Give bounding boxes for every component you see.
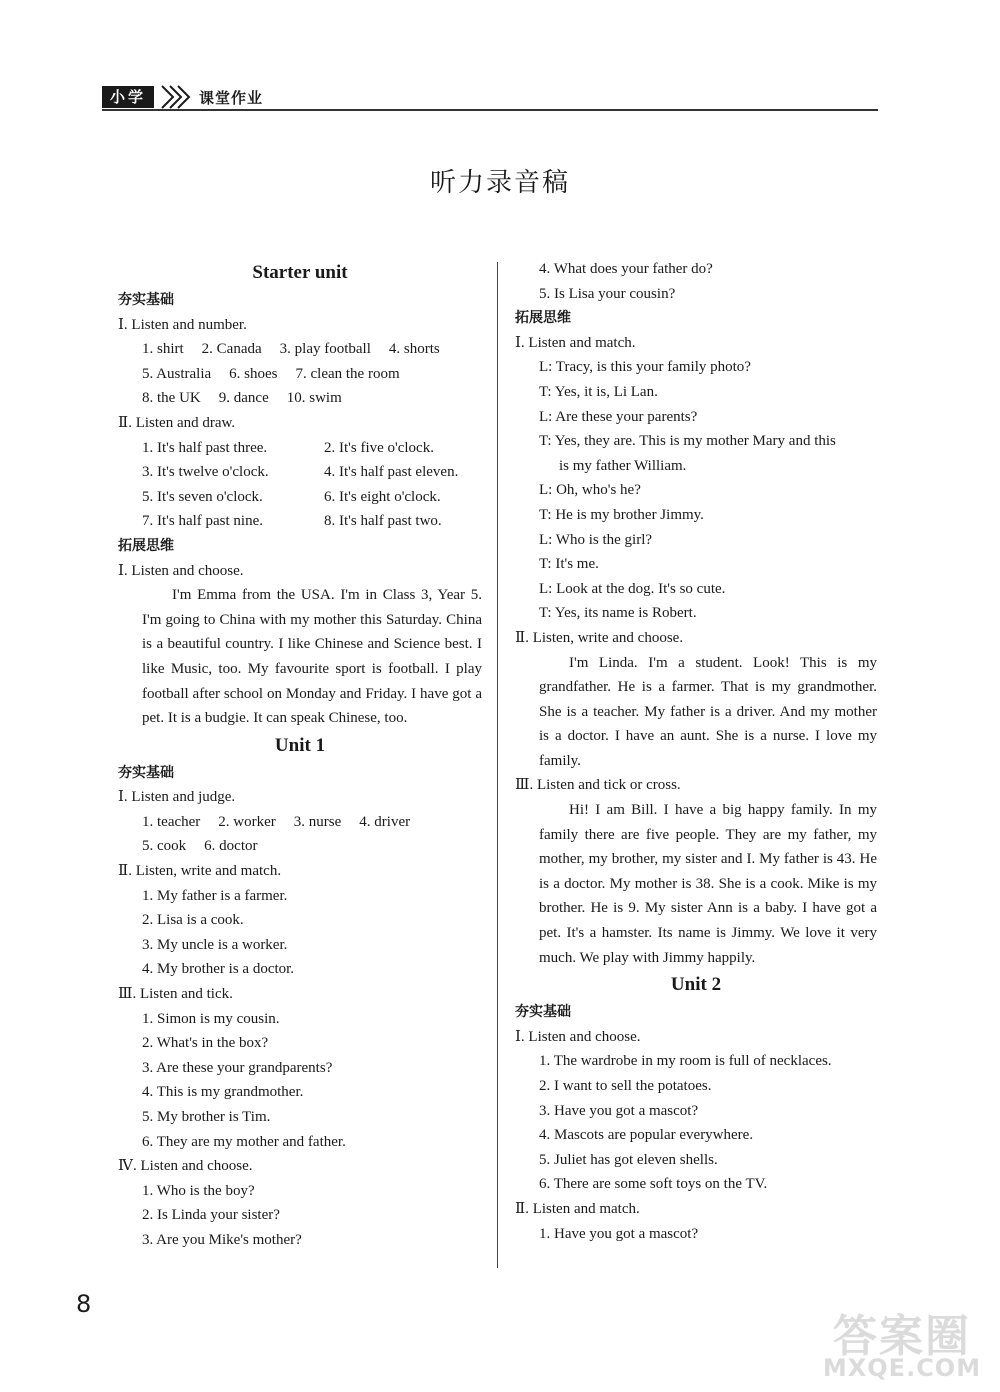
answer-item: 2. worker: [218, 813, 276, 830]
answer-item: 6. shoes: [229, 365, 278, 382]
right-column: [515, 257, 877, 1246]
page-header: [102, 80, 878, 112]
dialogue-line: L: Tracy, is this your family photo?: [539, 359, 751, 376]
answer-row: [118, 386, 482, 411]
answer-row: [118, 834, 482, 859]
page-title: 听力录音稿: [429, 168, 570, 198]
answer-item: 4. It's half past eleven.: [324, 464, 459, 481]
exercise-title: Ⅲ. Listen and tick or cross.: [515, 777, 681, 794]
list-item: 2. Lisa is a cook.: [142, 912, 244, 929]
section-heading: 夯实基础: [118, 292, 174, 308]
answer-item: 6. It's eight o'clock.: [324, 488, 441, 505]
list-item: 3. Have you got a mascot?: [539, 1102, 699, 1119]
exercise-title: Ⅰ. Listen and choose.: [515, 1028, 641, 1045]
answer-item: 3. play football: [279, 341, 371, 358]
answer-item: 8. It's half past two.: [324, 513, 442, 530]
answer-item: 8. the UK: [142, 390, 201, 407]
dialogue-line: T: It's me.: [539, 556, 599, 573]
header-subtitle: 课堂作业: [199, 89, 264, 107]
list-item: 3. My uncle is a worker.: [142, 936, 288, 953]
list-item: 1. Who is the boy?: [142, 1182, 255, 1199]
exercise-title: Ⅲ. Listen and tick.: [118, 986, 233, 1003]
list-item: 4. My brother is a doctor.: [142, 961, 295, 978]
exercise-title: Ⅰ. Listen and choose.: [118, 562, 244, 579]
list-item: 5. My brother is Tim.: [142, 1109, 271, 1125]
header-tag: 小学: [102, 86, 154, 108]
unit-heading-starter: Starter unit: [252, 262, 348, 283]
exercise-title: Ⅰ. Listen and judge.: [118, 789, 236, 806]
exercise-title: Ⅱ. Listen, write and choose.: [515, 629, 684, 646]
list-item: 4. What does your father do?: [539, 261, 713, 277]
answer-item: 10. swim: [286, 390, 342, 407]
exercise-title: Ⅱ. Listen and match.: [515, 1200, 640, 1217]
unit-heading-unit2: Unit 2: [670, 974, 722, 996]
watermark: [812, 1300, 992, 1386]
answer-row: [118, 509, 482, 534]
exercise-title: Ⅱ. Listen, write and match.: [118, 863, 282, 880]
left-column: [118, 258, 482, 1253]
list-item: 2. Is Linda your sister?: [142, 1207, 280, 1224]
section-heading: 拓展思维: [118, 537, 174, 554]
answer-row: [118, 436, 482, 461]
answer-item: 4. driver: [359, 813, 411, 830]
answer-row: [118, 460, 482, 485]
answer-item: 7. clean the room: [295, 365, 400, 382]
exercise-title: Ⅳ. Listen and choose.: [118, 1158, 253, 1175]
answer-item: 1. shirt: [142, 341, 184, 358]
section-heading: 拓展思维: [515, 310, 571, 327]
section-heading: 夯实基础: [515, 1004, 571, 1021]
double-chevron-icon: [160, 84, 194, 110]
list-item: 1. Have you got a mascot?: [539, 1225, 699, 1242]
dialogue-line: T: Yes, its name is Robert.: [539, 605, 697, 622]
answer-item: 3. It's twelve o'clock.: [142, 464, 269, 481]
answer-item: 7. It's half past nine.: [142, 513, 264, 530]
page-number: 8: [76, 1290, 92, 1318]
list-item: 3. Are you Mike's mother?: [142, 1231, 302, 1248]
dialogue-line: L: Oh, who's he?: [539, 482, 641, 499]
list-item: 1. The wardrobe in my room is full of necklaces.: [539, 1053, 832, 1070]
header-rule: [102, 109, 878, 111]
list-item: 6. They are my mother and father.: [142, 1133, 346, 1150]
unit-heading-unit1: Unit 1: [274, 734, 326, 756]
list-item: 5. Juliet has got eleven shells.: [539, 1151, 718, 1168]
answer-item: 6. doctor: [204, 838, 258, 855]
column-divider: [497, 262, 498, 1268]
listening-passage: I'm Emma from the USA. I'm in Class 3, Year 5. I'm going to China with my mother this Saturday. China is a beautiful country. I like Chinese and Science best. I like Music, too. My favourite sport is football. I play football after school on Monday and Friday. I have got a pet. It is a budgie. It can speak Chinese, too.: [142, 587, 482, 727]
answer-item: 2. Canada: [201, 341, 262, 358]
listening-passage: I'm Linda. I'm a student. Look! This is my grandfather. He is a farmer. That is my grandmother. She is a teacher. My father is a driver. And my mother is a doctor. I have an aunt. She is a nurse. I love my family.: [539, 654, 877, 769]
answer-item: 5. Australia: [142, 365, 212, 382]
listening-passage: Hi! I am Bill. I have a big happy family. In my family there are five people. They are my father, my mother, my brother, my sister and I. My father is 43. He is a doctor. My mother is 38. She is a cook. Mike is my brother. He is 9. My sister Ann is a baby. I have got a pet. It's a hamster. Its name is Jimmy. We love it very much. We play with Jimmy happily.: [539, 802, 877, 966]
list-item: 5. Is Lisa your cousin?: [539, 285, 676, 302]
answer-item: 1. It's half past three.: [142, 439, 268, 456]
list-item: 3. Are these your grandparents?: [142, 1059, 333, 1076]
dialogue-line: L: Who is the girl?: [539, 531, 653, 548]
watermark-logo: 答案圈: [833, 1311, 971, 1362]
answer-row: [118, 362, 482, 387]
answer-item: 5. cook: [142, 838, 187, 855]
answer-item: 9. dance: [218, 390, 269, 407]
list-item: 2. I want to sell the potatoes.: [539, 1078, 712, 1094]
dialogue-line: is my father William.: [559, 457, 687, 474]
watermark-url: MXQE.COM: [822, 1354, 982, 1382]
exercise-title: Ⅱ. Listen and draw.: [118, 414, 236, 431]
list-item: 6. There are some soft toys on the TV.: [539, 1176, 768, 1193]
answer-row: [118, 485, 482, 510]
dialogue-line: T: Yes, it is, Li Lan.: [539, 383, 658, 400]
dialogue-line: T: He is my brother Jimmy.: [539, 506, 704, 523]
answer-row: [118, 337, 482, 362]
section-heading: 夯实基础: [118, 764, 174, 781]
list-item: 1. Simon is my cousin.: [142, 1010, 280, 1027]
answer-item: 5. It's seven o'clock.: [142, 488, 263, 505]
list-item: 4. Mascots are popular everywhere.: [539, 1127, 754, 1144]
dialogue-line: T: Yes, they are. This is my mother Mary and this: [539, 433, 836, 450]
list-item: 4. This is my grandmother.: [142, 1084, 304, 1101]
list-item: 2. What's in the box?: [142, 1035, 269, 1052]
answer-item: 4. shorts: [388, 341, 440, 358]
list-item: 1. My father is a farmer.: [142, 887, 288, 904]
answer-row: [118, 810, 482, 835]
answer-item: 3. nurse: [293, 813, 342, 830]
answer-item: 1. teacher: [142, 813, 201, 830]
exercise-title: Ⅰ. Listen and match.: [515, 334, 636, 351]
exercise-title: Ⅰ. Listen and number.: [118, 316, 247, 333]
answer-item: 2. It's five o'clock.: [324, 439, 434, 456]
dialogue-line: L: Are these your parents?: [539, 408, 698, 425]
dialogue-line: L: Look at the dog. It's so cute.: [539, 580, 726, 597]
